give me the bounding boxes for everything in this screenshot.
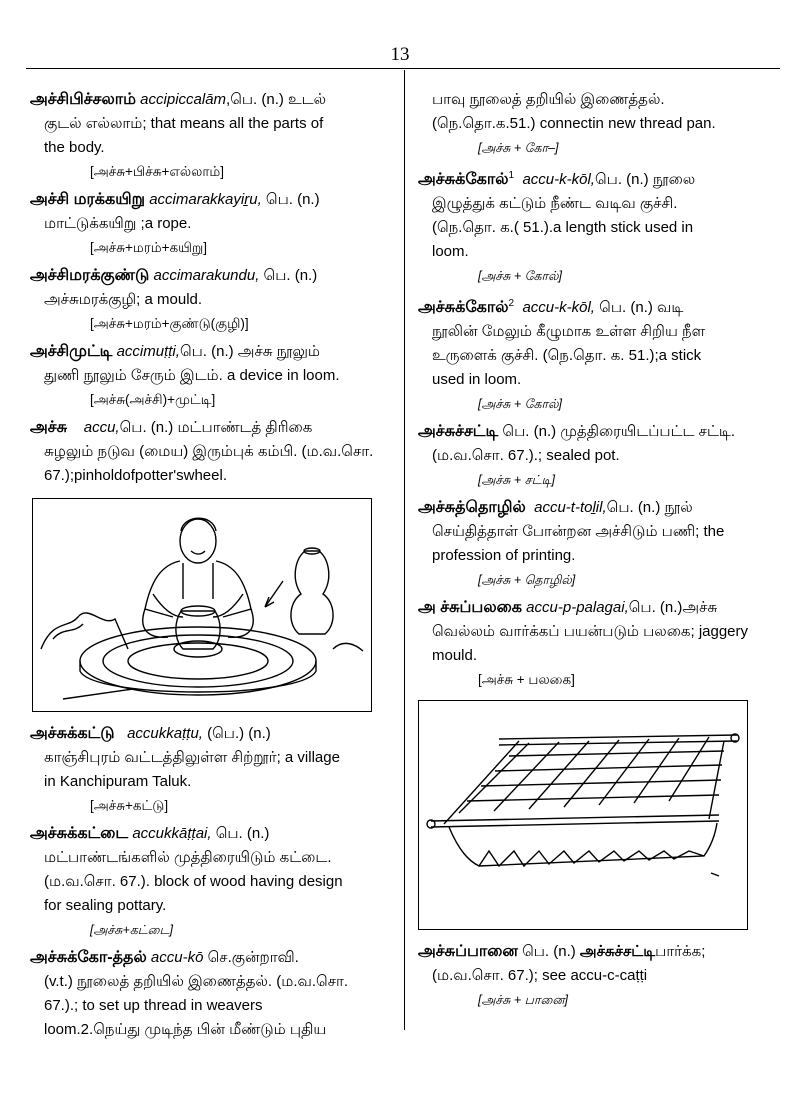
etymology: [அச்சு + கோல்] (478, 397, 562, 411)
dictionary-entry-continued (418, 88, 768, 136)
entry-text: (ம.வ.சொ. 67.).; sealed pot. (432, 447, 620, 464)
transliteration: accu-k-kōl, (522, 171, 595, 188)
transliteration: accu, (83, 419, 120, 436)
headword: அச்சுச்சட்டி (418, 423, 499, 440)
homonym-number: 1 (508, 170, 515, 181)
headword: அச்சுக்கட்டு (30, 725, 115, 742)
etymology: [அச்சு(அச்சி)+முட்டி] (90, 392, 216, 407)
entry-text: the body. (44, 139, 105, 156)
entry-text: profession of printing. (432, 547, 576, 564)
headword: அச்சுத்தொழில் (418, 499, 526, 516)
entry-text: for sealing pottary. (44, 897, 167, 914)
mould-figure (418, 700, 748, 930)
transliteration: accukkaṭṭu, (127, 725, 203, 742)
left-column (30, 70, 380, 1042)
etymology: [அச்சு + தொழில்] (478, 573, 576, 587)
column-divider (404, 70, 405, 1030)
transliteration: accu-k-kōl, (522, 299, 595, 316)
potter-at-wheel-illustration (33, 499, 371, 711)
headword: அச்சிபிச்சலாம் (30, 91, 136, 108)
entry-text: அச்சுமரக்குழி; a mould. (44, 291, 203, 308)
entry-text: பெ. (n.) மட்பாண்டத் திரிகை (119, 419, 313, 436)
entry-text: காஞ்சிபுரம் வட்டத்திலுள்ள சிற்றூர்; a village (44, 749, 340, 766)
dictionary-entry (418, 496, 768, 568)
entry-text: பெ. (n.) நூல் (606, 499, 693, 516)
entry-text: mould. (432, 647, 478, 664)
entry-text: பெ. (n.) (261, 191, 320, 208)
dictionary-entry (418, 940, 768, 988)
entry-text: பெ. (n.) (211, 825, 270, 842)
headword: அச்சுக்கோல் (418, 171, 509, 188)
transliteration: accu-kō (150, 949, 204, 966)
etymology: [அச்சு + கோ–] (478, 141, 559, 155)
headword: அச்சு (30, 419, 68, 436)
entry-text: வெல்லம் வார்க்கப் பயன்படும் பலகை; jaggery (432, 623, 749, 640)
entry-text: பாவு நூலைத் தறியில் இணைத்தல். (432, 91, 665, 108)
entry-text: உருளைக் குச்சி. (நெ.தொ. க. 51.);a stick (432, 347, 702, 364)
entry-text: செய்தித்தாள் போன்றன அச்சிடும் பணி; the (432, 523, 725, 540)
entry-text: 67.);pinholdofpotter'swheel. (44, 467, 227, 484)
dictionary-entry (30, 188, 380, 236)
dictionary-entry (30, 822, 380, 918)
transliteration: accukkāṭṭai, (132, 825, 212, 842)
transliteration: accipiccalām (140, 91, 227, 108)
dictionary-entry (418, 164, 768, 264)
entry-text: இழுத்துக் கட்டும் நீண்ட வடிவ குச்சி. (432, 195, 678, 212)
transliteration: accu-t-toḻil, (534, 499, 607, 516)
headword: அச்சுக்கோல் (418, 299, 509, 316)
headword: அச்சிமுட்டி (30, 343, 113, 360)
headword: அச்சிமரக்குண்டு (30, 267, 150, 284)
entry-text: மாட்டுக்கயிறு ;a rope. (44, 215, 192, 232)
entry-text: (v.t.) நூலைத் தறியில் இணைத்தல். (ம.வ.சொ. (44, 973, 349, 990)
entry-text: loom. (432, 243, 469, 260)
dictionary-entry (418, 292, 768, 392)
entry-text: (ம.வ.சொ. 67.). block of wood having design (44, 873, 343, 890)
headword: அச்சி மரக்கயிறு (30, 191, 146, 208)
potter-figure (32, 498, 372, 712)
entry-text: பெ. (n.) வடி (594, 299, 684, 316)
headword: அச்சுப்பானை (418, 943, 518, 960)
etymology: [அச்சு+மரம்+குண்டு(குழி)] (90, 316, 249, 331)
entry-text: பெ. (n.) நூலை (594, 171, 696, 188)
entry-text: (நெ.தொ. க.( 51.).a length stick used in (432, 219, 694, 236)
etymology: [அச்சு+கட்டை] (90, 923, 173, 937)
headword: அ ச்சுப்பலகை (418, 599, 522, 616)
etymology: [அச்சு+பிச்சு+எல்லாம்] (90, 164, 225, 179)
dictionary-entry (30, 340, 380, 388)
etymology: [அச்சு + சட்டி] (478, 473, 555, 487)
entry-text: பார்க்க; (655, 943, 706, 960)
entry-text: loom.2.நெய்து முடிந்த பின் மீண்டும் புதிய (44, 1021, 327, 1038)
entry-text: used in loom. (432, 371, 522, 388)
homonym-number: 2 (508, 298, 515, 309)
dictionary-entry (418, 596, 768, 668)
dictionary-entry (30, 722, 380, 794)
entry-text: குடல் எல்லாம்; that means all the parts of (44, 115, 324, 132)
entry-text: துணி நூலும் சேரும் இடம். a device in loom. (44, 367, 340, 384)
entry-text: (நெ.தொ.க.51.) connectin new thread pan. (432, 115, 716, 132)
etymology: [அச்சு+கட்டு] (90, 798, 169, 813)
dictionary-entry (30, 946, 380, 1042)
right-column (418, 70, 768, 1016)
etymology: [அச்சு+மரம்+கயிறு] (90, 240, 208, 255)
headword: அச்சுக்கோ-த்தல் (30, 949, 147, 966)
dictionary-entry (30, 416, 380, 488)
entry-text: சுழலும் நடுவ (மைய) இரும்புக் கம்பி. (ம.வ.சொ. (44, 443, 374, 460)
entry-text: பெ. (n.) அச்சு நூலும் (179, 343, 320, 360)
entry-text: in Kanchipuram Taluk. (44, 773, 192, 790)
entry-text: மட்பாண்டங்களில் முத்திரையிடும் கட்டை. (44, 849, 332, 866)
transliteration: accimarakundu, (153, 267, 260, 284)
entry-text: பெ. (n.) (517, 943, 580, 960)
etymology: [அச்சு + பலகை] (478, 672, 575, 687)
transliteration: accimuṭṭi, (116, 343, 180, 360)
transliteration: accu-p-palagai, (526, 599, 629, 616)
entry-text: 67.).; to set up thread in weavers (44, 997, 263, 1014)
entry-text: பெ. (n.) (259, 267, 318, 284)
dictionary-entry (418, 420, 768, 468)
cross-reference: அச்சுச்சட்டி (579, 943, 656, 960)
entry-text: (ம.வ.சொ. 67.); see accu-c-caṭṭi (432, 967, 648, 984)
entry-text: செ.குன்றாவி. (203, 949, 299, 966)
header-rule (26, 68, 780, 69)
dictionary-entry (30, 88, 380, 160)
etymology: [அச்சு + கோல்] (478, 269, 562, 283)
jaggery-mould-illustration (419, 701, 747, 929)
entry-text: ,பெ. (n.) உடல் (226, 91, 327, 108)
entry-text: பெ. (n.)அச்சு (628, 599, 718, 616)
entry-text: (பெ.) (n.) (202, 725, 271, 742)
entry-text: பெ. (n.) முத்திரையிடப்பட்ட சட்டி. (498, 423, 735, 440)
dictionary-entry (30, 264, 380, 312)
etymology: [அச்சு + பானை] (478, 993, 568, 1007)
page-number: 13 (390, 44, 410, 65)
headword: அச்சுக்கட்டை (30, 825, 129, 842)
transliteration: accimarakkayiṟu, (149, 191, 262, 208)
entry-text: நூலின் மேலும் கீழுமாக உள்ள சிறிய நீள (432, 323, 706, 340)
